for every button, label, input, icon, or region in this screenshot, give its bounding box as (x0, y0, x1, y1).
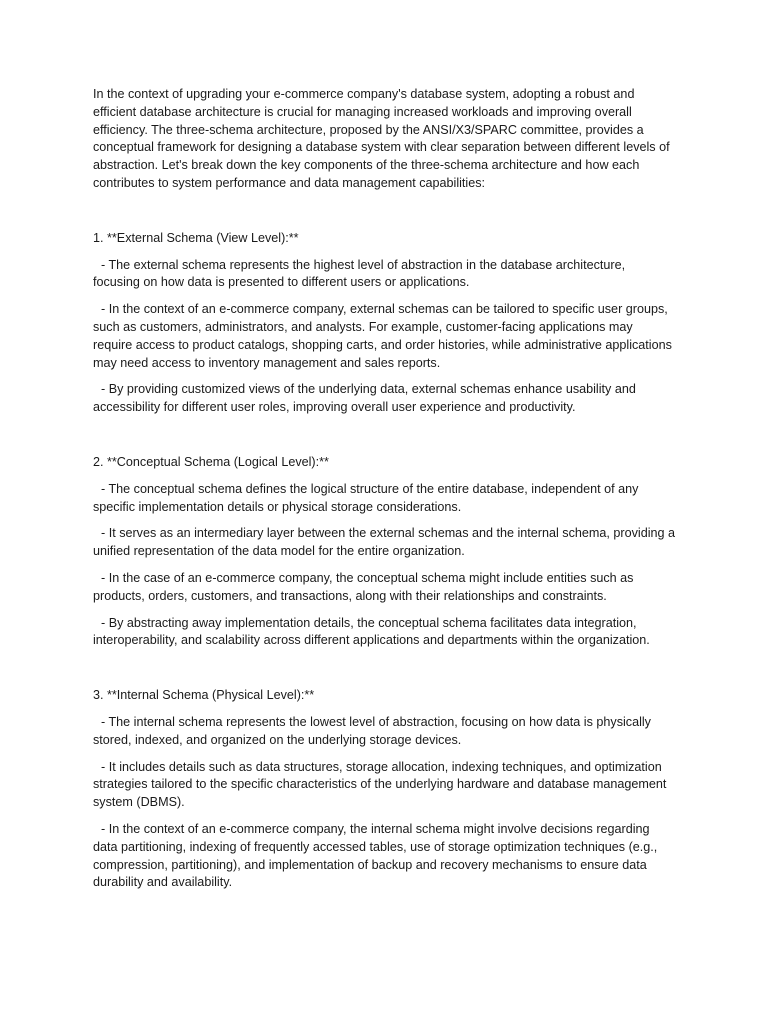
bullet-paragraph: - The conceptual schema defines the logical structure of the entire database, independent of any specific implementation details or physical storage considerations. (93, 481, 639, 514)
section-external-schema (93, 230, 675, 417)
bullet-paragraph: - By abstracting away implementation details, the conceptual schema facilitates data integration, interoperability, and scalability across different applications and departments within the organization. (93, 615, 650, 648)
section-heading: 3. **Internal Schema (Physical Level):** (93, 688, 315, 703)
bullet-paragraph: - In the case of an e-commerce company, the conceptual schema might include entities such as products, orders, customers, and transactions, along with their relationships and constraints. (93, 570, 634, 603)
bullet-paragraph: - The external schema represents the highest level of abstraction in the database architecture, focusing on how data is presented to different users or applications. (93, 257, 626, 290)
bullet-paragraph: - It includes details such as data structures, storage allocation, indexing techniques, and optimization strategies tailored to the specific characteristics of the underlying hardware and database management system (DBMS). (93, 759, 667, 810)
bullet-paragraph: - It serves as an intermediary layer between the external schemas and the internal schema, providing a unified representation of the data model for the entire organization. (93, 526, 676, 559)
section-heading: 2. **Conceptual Schema (Logical Level):** (93, 454, 329, 469)
section-internal-schema (93, 687, 675, 892)
document-page (93, 86, 675, 901)
bullet-paragraph: - In the context of an e-commerce company, external schemas can be tailored to specific user groups, such as customers, administrators, and analysts. For example, customer-facing applications may require access to product catalogs, shopping carts, and order histories, while administrative applications may need access to inventory management and sales reports. (93, 302, 672, 370)
intro-paragraph: In the context of upgrading your e-commerce company's database system, adopting a robust and efficient database architecture is crucial for managing increased workloads and improving overall efficiency. The three-schema architecture, proposed by the ANSI/X3/SPARC committee, provides a conceptual framework for designing a database system with clear separation between different levels of abstraction. Let's break down the key components of the three-schema architecture and how each contributes to system performance and data management capabilities: (93, 87, 670, 190)
bullet-paragraph: - By providing customized views of the underlying data, external schemas enhance usability and accessibility for different user roles, improving overall user experience and productivity. (93, 382, 636, 415)
bullet-paragraph: - In the context of an e-commerce company, the internal schema might involve decisions regarding data partitioning, indexing of frequently accessed tables, use of storage optimization techniques (e.g., compression, partitioning), and implementation of backup and recovery mechanisms to ensure data durability and availability. (93, 821, 658, 890)
section-heading: 1. **External Schema (View Level):** (93, 230, 299, 245)
bullet-paragraph: - The internal schema represents the lowest level of abstraction, focusing on how data is physically stored, indexed, and organized on the underlying storage devices. (93, 714, 651, 747)
section-conceptual-schema (93, 454, 675, 650)
